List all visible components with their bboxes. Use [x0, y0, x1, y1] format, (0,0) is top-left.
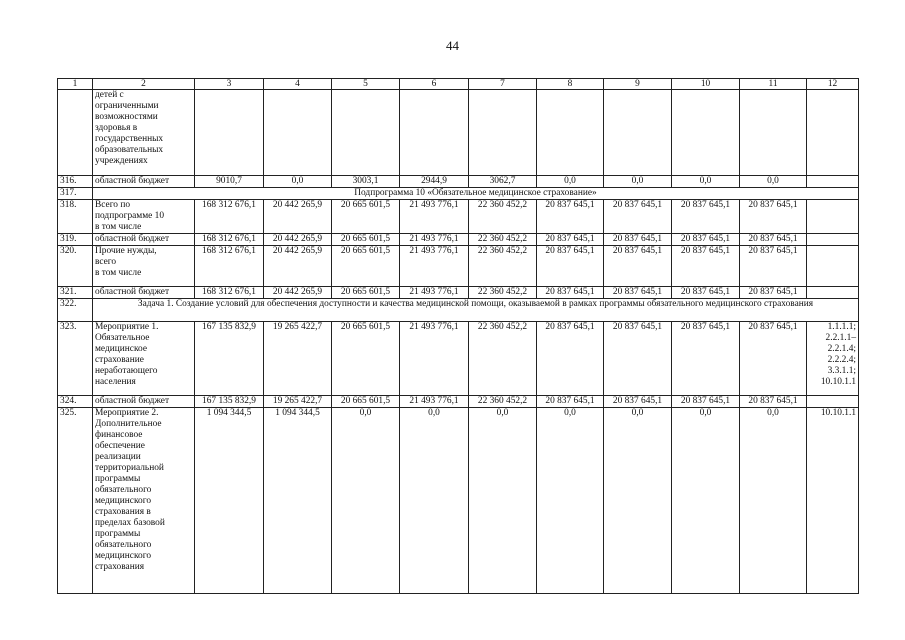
table-row	[58, 322, 859, 396]
header-cell: 3	[195, 79, 264, 90]
row-number-cell: 316.	[58, 176, 93, 188]
amount-cell: 21 493 776,1	[400, 200, 469, 234]
section-title-cell: Подпрограмма 10 «Обязательное медицинское страхование»	[93, 188, 859, 200]
amount-cell: 0,0	[604, 408, 672, 594]
header-cell: 10	[672, 79, 740, 90]
amount-cell: 9010,7	[195, 176, 264, 188]
row-number-cell: 318.	[58, 200, 93, 234]
amount-cell: 20 837 645,1	[604, 322, 672, 396]
indicator-cell	[807, 234, 859, 246]
amount-cell: 20 837 645,1	[672, 234, 740, 246]
amount-cell: 20 837 645,1	[537, 200, 604, 234]
table-row	[58, 396, 859, 408]
table-row	[58, 408, 859, 594]
amount-cell: 0,0	[537, 408, 604, 594]
amount-cell: 168 312 676,1	[195, 234, 264, 246]
header-cell: 8	[537, 79, 604, 90]
amount-cell: 20 837 645,1	[672, 396, 740, 408]
amount-cell	[332, 90, 400, 176]
amount-cell: 0,0	[740, 176, 807, 188]
item-name-cell: областной бюджет	[93, 287, 195, 299]
item-name-cell: Мероприятие 1. Обязательное медицинское страхование неработающего населения	[93, 322, 195, 396]
table-header-row	[58, 79, 859, 90]
table-row	[58, 200, 859, 234]
amount-cell	[537, 90, 604, 176]
indicator-cell	[807, 287, 859, 299]
amount-cell: 20 837 645,1	[604, 287, 672, 299]
amount-cell: 0,0	[469, 408, 537, 594]
amount-cell: 20 665 601,5	[332, 234, 400, 246]
amount-cell: 22 360 452,2	[469, 322, 537, 396]
header-cell: 12	[807, 79, 859, 90]
indicator-cell: 1.1.1.1; 2.2.1.1– 2.2.1.4; 2.2.2.4; 3.3.1.1; 10.10.1.1	[807, 322, 859, 396]
header-cell: 1	[58, 79, 93, 90]
amount-cell: 3062,7	[469, 176, 537, 188]
amount-cell: 0,0	[672, 176, 740, 188]
item-name-cell: детей с ограниченными возможностями здоровья в государственных образовательных учреждениях	[93, 90, 195, 176]
amount-cell	[195, 90, 264, 176]
amount-cell	[400, 90, 469, 176]
header-cell: 2	[93, 79, 195, 90]
row-number-cell: 320.	[58, 246, 93, 287]
amount-cell: 0,0	[537, 176, 604, 188]
amount-cell: 22 360 452,2	[469, 234, 537, 246]
amount-cell: 20 837 645,1	[537, 234, 604, 246]
indicator-cell: 10.10.1.1	[807, 408, 859, 594]
amount-cell: 20 442 265,9	[264, 246, 332, 287]
indicator-cell	[807, 200, 859, 234]
amount-cell: 19 265 422,7	[264, 396, 332, 408]
item-name-cell: Прочие нужды, всего в том числе	[93, 246, 195, 287]
amount-cell: 168 312 676,1	[195, 200, 264, 234]
row-number-cell: 324.	[58, 396, 93, 408]
table-row	[58, 287, 859, 299]
amount-cell: 20 442 265,9	[264, 234, 332, 246]
amount-cell: 20 837 645,1	[604, 396, 672, 408]
amount-cell: 0,0	[332, 408, 400, 594]
table-row	[58, 234, 859, 246]
amount-cell: 1 094 344,5	[195, 408, 264, 594]
amount-cell: 20 837 645,1	[672, 200, 740, 234]
row-number-cell: 325.	[58, 408, 93, 594]
amount-cell: 167 135 832,9	[195, 322, 264, 396]
header-cell: 6	[400, 79, 469, 90]
indicator-cell	[807, 90, 859, 176]
indicator-cell	[807, 176, 859, 188]
amount-cell: 21 493 776,1	[400, 234, 469, 246]
amount-cell: 2944,9	[400, 176, 469, 188]
row-number-cell: 321.	[58, 287, 93, 299]
row-number-cell: 323.	[58, 322, 93, 396]
item-name-cell: Мероприятие 2. Дополнительное финансовое обеспечение реализации территориальной программы обязательного медицинского страхования в пределах базовой программы обязательного медицинского страхования	[93, 408, 195, 594]
amount-cell	[264, 90, 332, 176]
amount-cell: 167 135 832,9	[195, 396, 264, 408]
amount-cell: 22 360 452,2	[469, 246, 537, 287]
amount-cell: 20 837 645,1	[672, 246, 740, 287]
row-number-cell: 322.	[58, 299, 93, 322]
amount-cell: 168 312 676,1	[195, 287, 264, 299]
amount-cell: 19 265 422,7	[264, 322, 332, 396]
amount-cell: 21 493 776,1	[400, 322, 469, 396]
amount-cell: 20 442 265,9	[264, 287, 332, 299]
amount-cell: 20 837 645,1	[537, 287, 604, 299]
amount-cell: 20 665 601,5	[332, 287, 400, 299]
amount-cell: 3003,1	[332, 176, 400, 188]
table-row	[58, 246, 859, 287]
header-cell: 9	[604, 79, 672, 90]
amount-cell: 0,0	[400, 408, 469, 594]
amount-cell: 20 837 645,1	[604, 234, 672, 246]
amount-cell: 168 312 676,1	[195, 246, 264, 287]
amount-cell: 0,0	[740, 408, 807, 594]
section-title-cell: Задача 1. Создание условий для обеспечения доступности и качества медицинской помощи, оказываемой в рамках программы обязательного медицинского страхования	[93, 299, 859, 322]
header-cell: 5	[332, 79, 400, 90]
table-row	[58, 299, 859, 322]
amount-cell: 22 360 452,2	[469, 287, 537, 299]
item-name-cell: Всего по подпрограмме 10 в том числе	[93, 200, 195, 234]
amount-cell: 21 493 776,1	[400, 287, 469, 299]
amount-cell: 20 837 645,1	[740, 287, 807, 299]
table-row	[58, 176, 859, 188]
amount-cell	[604, 90, 672, 176]
amount-cell: 0,0	[672, 408, 740, 594]
table-row	[58, 188, 859, 200]
header-cell: 11	[740, 79, 807, 90]
amount-cell: 20 837 645,1	[604, 246, 672, 287]
amount-cell: 20 837 645,1	[740, 322, 807, 396]
header-cell: 4	[264, 79, 332, 90]
item-name-cell: областной бюджет	[93, 396, 195, 408]
amount-cell: 0,0	[264, 176, 332, 188]
amount-cell: 21 493 776,1	[400, 396, 469, 408]
amount-cell: 1 094 344,5	[264, 408, 332, 594]
amount-cell: 20 665 601,5	[332, 200, 400, 234]
row-number-cell: 317.	[58, 188, 93, 200]
amount-cell: 20 837 645,1	[672, 322, 740, 396]
amount-cell: 20 665 601,5	[332, 246, 400, 287]
page-number: 44	[446, 38, 459, 53]
item-name-cell: областной бюджет	[93, 234, 195, 246]
budget-table	[57, 78, 859, 594]
amount-cell: 20 837 645,1	[740, 246, 807, 287]
amount-cell: 20 837 645,1	[740, 234, 807, 246]
table-row	[58, 90, 859, 176]
amount-cell: 0,0	[604, 176, 672, 188]
row-number-cell: 319.	[58, 234, 93, 246]
amount-cell	[740, 90, 807, 176]
amount-cell: 22 360 452,2	[469, 200, 537, 234]
amount-cell: 20 837 645,1	[604, 200, 672, 234]
amount-cell: 20 837 645,1	[537, 246, 604, 287]
amount-cell: 20 837 645,1	[740, 200, 807, 234]
amount-cell: 21 493 776,1	[400, 246, 469, 287]
amount-cell: 20 837 645,1	[537, 322, 604, 396]
amount-cell	[469, 90, 537, 176]
amount-cell: 22 360 452,2	[469, 396, 537, 408]
header-cell: 7	[469, 79, 537, 90]
amount-cell: 20 837 645,1	[740, 396, 807, 408]
amount-cell: 20 665 601,5	[332, 396, 400, 408]
amount-cell	[672, 90, 740, 176]
indicator-cell	[807, 246, 859, 287]
amount-cell: 20 837 645,1	[537, 396, 604, 408]
amount-cell: 20 665 601,5	[332, 322, 400, 396]
indicator-cell	[807, 396, 859, 408]
item-name-cell: областной бюджет	[93, 176, 195, 188]
row-number-cell	[58, 90, 93, 176]
amount-cell: 20 837 645,1	[672, 287, 740, 299]
amount-cell: 20 442 265,9	[264, 200, 332, 234]
